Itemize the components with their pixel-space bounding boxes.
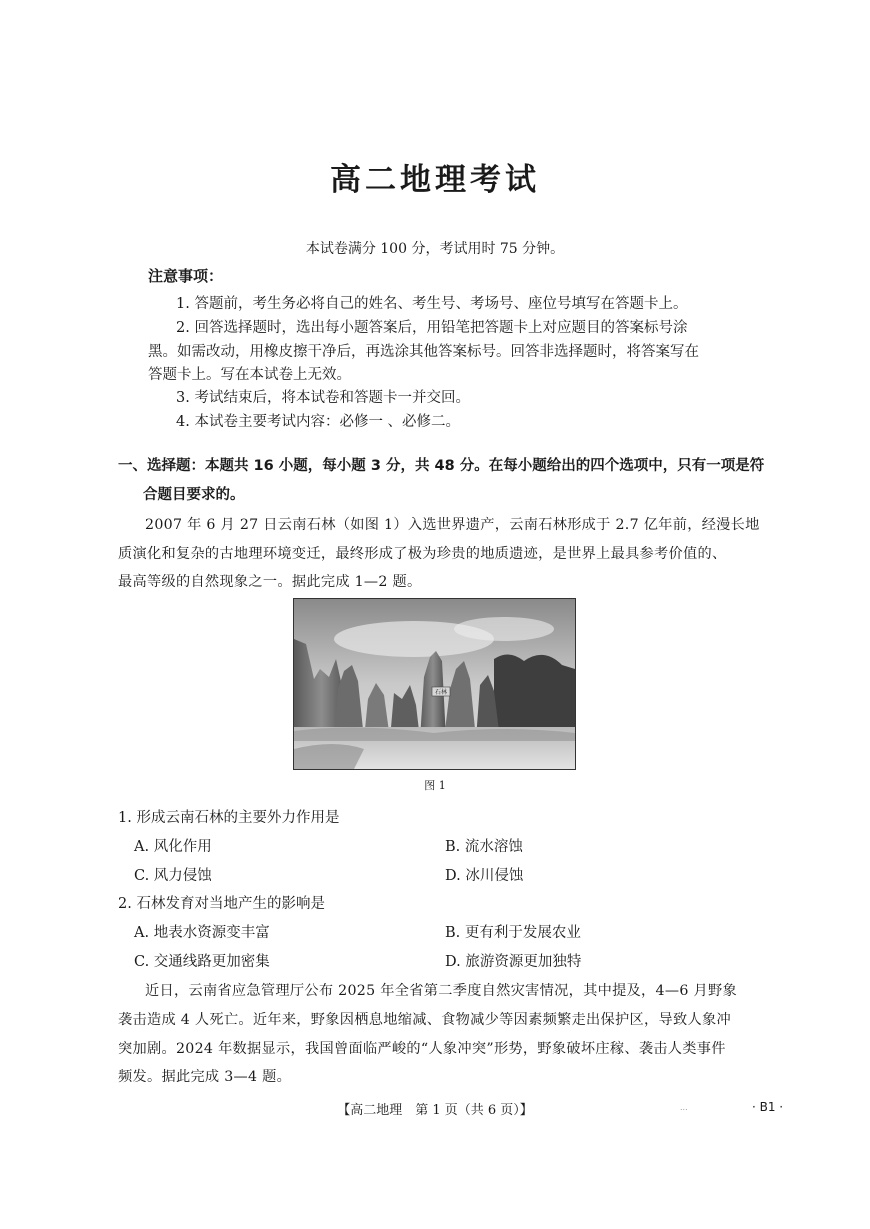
photo-sign-text: 石林 — [434, 689, 448, 696]
section-heading-cont: 合题目要求的。 — [143, 487, 245, 503]
notice-line: 2. 回答选择题时，选出每小题答案后，用铅笔把答题卡上对应题目的答案标号涂 — [176, 320, 688, 336]
question-2-option-b[interactable]: B. 更有利于发展农业 — [445, 925, 581, 941]
question-1-option-d[interactable]: D. 冰川侵蚀 — [445, 868, 524, 884]
question-1-option-a[interactable]: A. 风化作用 — [134, 839, 212, 855]
question-1-option-c[interactable]: C. 风力侵蚀 — [134, 868, 212, 884]
page-code: · B1 · — [752, 1100, 784, 1114]
footer-dots: ... — [680, 1103, 688, 1112]
passage-line: 最高等级的自然现象之一。据此完成 1—2 题。 — [118, 574, 422, 590]
notice-line: 黑。如需改动，用橡皮擦干净后，再选涂其他答案标号。回答非选择题时，将答案写在 — [148, 344, 699, 360]
passage-line: 近日，云南省应急管理厅公布 2025 年全省第二季度自然灾害情况，其中提及，4—6 月野象 — [145, 983, 737, 999]
notice-line: 3. 考试结束后，将本试卷和答题卡一并交回。 — [176, 390, 470, 406]
section-heading: 一、选择题：本题共 16 小题，每小题 3 分，共 48 分。在每小题给出的四个选项中，只有一项是符 — [118, 458, 765, 474]
exam-info: 本试卷满分 100 分，考试用时 75 分钟。 — [305, 241, 565, 257]
question-2-option-a[interactable]: A. 地表水资源变丰富 — [134, 925, 270, 941]
question-2-stem: 2. 石林发育对当地产生的影响是 — [118, 896, 325, 912]
question-1-stem: 1. 形成云南石林的主要外力作用是 — [118, 810, 340, 826]
passage-line: 突加剧。2024 年数据显示，我国曾面临严峻的“人象冲突”形势，野象破坏庄稼、袭击人类事件 — [118, 1041, 726, 1057]
passage-line: 频发。据此完成 3—4 题。 — [118, 1069, 292, 1085]
page-title: 高二地理考试 — [330, 162, 540, 198]
question-1-option-b[interactable]: B. 流水溶蚀 — [445, 839, 523, 855]
passage-line: 袭击造成 4 人死亡。近年来，野象因栖息地缩减、食物减少等因素频繁走出保护区，导致人象冲 — [118, 1012, 731, 1028]
notice-line: 4. 本试卷主要考试内容：必修一 、必修二。 — [176, 414, 461, 430]
page-footer: 【高二地理 第 1 页（共 6 页）】 — [337, 1103, 533, 1118]
figure-caption: 图 1 — [424, 779, 446, 792]
question-2-option-c[interactable]: C. 交通线路更加密集 — [134, 954, 270, 970]
passage-line: 质演化和复杂的古地理环境变迁，最终形成了极为珍贵的地质遗迹，是世界上最具参考价值的、 — [118, 546, 727, 562]
notice-line: 答题卡上。写在本试卷上无效。 — [148, 367, 351, 383]
passage-line: 2007 年 6 月 27 日云南石林（如图 1）入选世界遗产，云南石林形成于 2.7 亿年前，经漫长地 — [145, 517, 760, 533]
notice-heading: 注意事项： — [148, 267, 224, 285]
notice-line: 1. 答题前，考生务必将自己的姓名、考生号、考场号、座位号填写在答题卡上。 — [176, 296, 688, 312]
stone-forest-photo — [293, 598, 576, 770]
question-2-option-d[interactable]: D. 旅游资源更加独特 — [445, 954, 582, 970]
